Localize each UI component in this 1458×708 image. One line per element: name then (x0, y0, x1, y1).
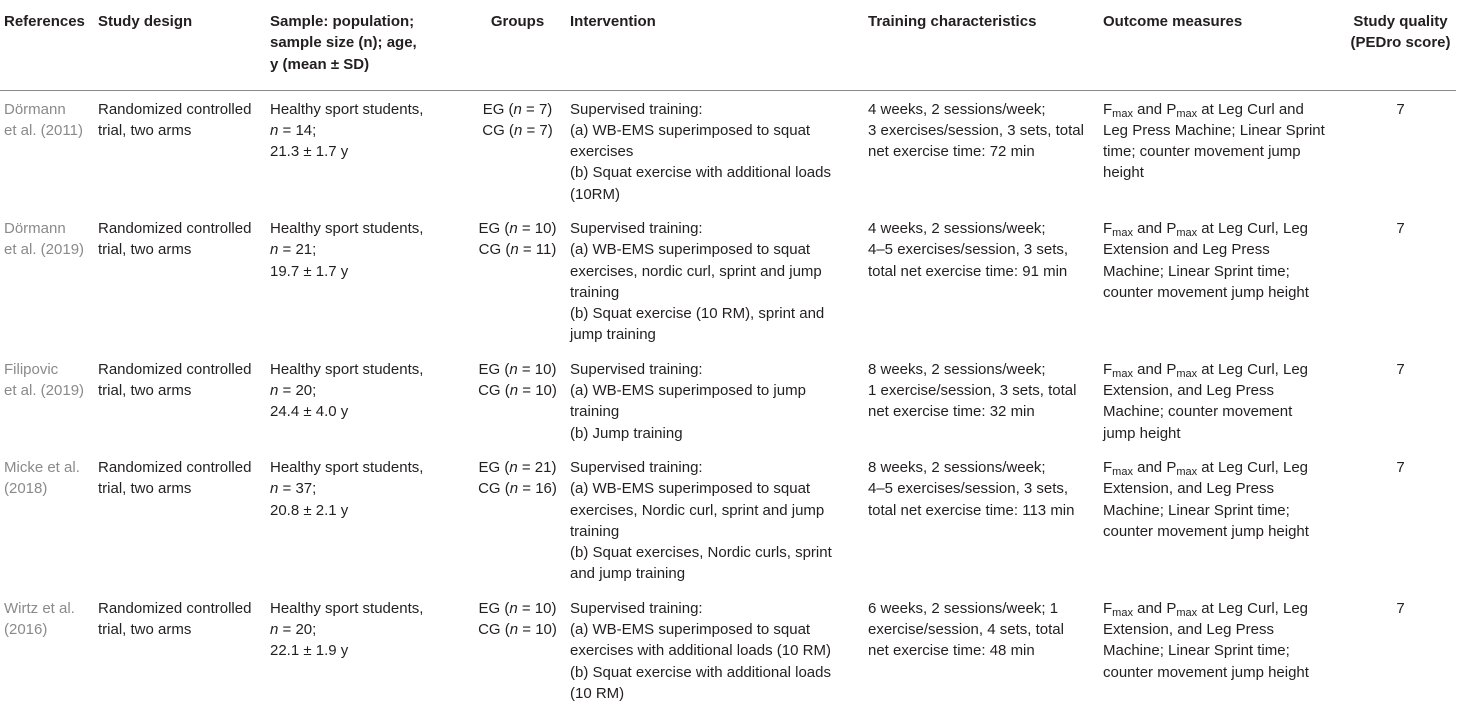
cell-intervention-line: exercises, nordic curl, sprint and jump (570, 262, 822, 280)
cell-training-line: 4 weeks, 2 sessions/week; (868, 219, 1046, 237)
cell-groups-line: EG (n = 7) (482, 100, 553, 118)
cell-quality: 7 (1396, 360, 1405, 378)
table-row (0, 350, 1456, 448)
cell-groups (465, 448, 570, 589)
cell-training-line: 8 weeks, 2 sessions/week; (868, 458, 1046, 476)
cell-study-design-line: Randomized controlled (98, 360, 252, 378)
cell-intervention-line: and jump training (570, 565, 686, 583)
cell-study-design (98, 350, 270, 448)
cell-study-design-line: trial, two arms (98, 621, 192, 639)
cell-training (868, 589, 1103, 708)
cell-outcome-line: Leg Press Machine; Linear Sprint (1103, 121, 1325, 139)
cell-reference-line: Dörmann (4, 219, 66, 237)
header-study-design: Study design (98, 0, 270, 90)
cell-intervention-line: (a) WB-EMS superimposed to squat (570, 480, 811, 498)
cell-sample-line: 21.3 ± 1.7 y (270, 143, 349, 161)
cell-outcome-line: $F_{max}$ and $P_{max}$ at Leg Curl, Leg (1103, 360, 1309, 380)
cell-study-design-line: Randomized controlled (98, 219, 252, 237)
cell-intervention-line: (b) Squat exercise (10 RM), sprint and (570, 305, 825, 323)
cell-outcome-line: $F_{max}$ and $P_{max}$ at Leg Curl, Leg (1103, 219, 1309, 239)
cell-reference (0, 448, 98, 589)
cell-sample (270, 209, 465, 350)
cell-outcome-line: counter movement jump height (1103, 663, 1309, 681)
cell-intervention-line: (b) Jump training (570, 424, 683, 442)
cell-training-line: 6 weeks, 2 sessions/week; 1 (868, 599, 1059, 617)
cell-groups (465, 209, 570, 350)
cell-training (868, 90, 1103, 209)
cell-reference (0, 209, 98, 350)
table-row (0, 209, 1456, 350)
header-intervention: Intervention (570, 0, 868, 90)
table-row (0, 589, 1456, 708)
cell-outcome-line: height (1103, 164, 1144, 182)
cell-intervention-line: Supervised training: (570, 458, 703, 476)
cell-intervention-line: exercises (570, 143, 634, 161)
cell-study-design (98, 209, 270, 350)
cell-outcome-line: counter movement jump height (1103, 522, 1309, 540)
cell-intervention-line: (a) WB-EMS superimposed to jump (570, 382, 806, 400)
cell-sample-line: n = 20; (270, 382, 317, 400)
cell-intervention-line: Supervised training: (570, 100, 703, 118)
cell-reference (0, 350, 98, 448)
cell-intervention-line: (b) Squat exercise with additional loads (570, 164, 831, 182)
cell-intervention-line: training (570, 522, 620, 540)
cell-sample-line: Healthy sport students, (270, 100, 424, 118)
cell-sample-line: Healthy sport students, (270, 219, 424, 237)
cell-intervention-line: Supervised training: (570, 219, 703, 237)
cell-outcome (1103, 448, 1345, 589)
cell-outcome-line: Machine; Linear Sprint time; (1103, 501, 1290, 519)
cell-outcome (1103, 350, 1345, 448)
cell-sample (270, 90, 465, 209)
cell-outcome-line: $F_{max}$ and $P_{max}$ at Leg Curl, Leg (1103, 599, 1309, 619)
cell-reference-line: et al. (2011) (4, 121, 83, 139)
cell-intervention-line: (b) Squat exercises, Nordic curls, sprint (570, 544, 832, 562)
cell-sample-line: 20.8 ± 2.1 y (270, 501, 349, 519)
cell-intervention-line: exercises, Nordic curl, sprint and jump (570, 501, 825, 519)
cell-intervention-line: (a) WB-EMS superimposed to squat (570, 121, 811, 139)
cell-training-line: 3 exercises/session, 3 sets, total (868, 121, 1084, 139)
cell-outcome-line: counter movement jump height (1103, 283, 1309, 301)
cell-intervention-line: (a) WB-EMS superimposed to squat (570, 621, 811, 639)
header-references: References (0, 0, 98, 90)
cell-reference-line: et al. (2019) (4, 382, 85, 400)
header-groups: Groups (465, 0, 570, 90)
cell-quality: 7 (1396, 599, 1405, 617)
cell-training-line: 4–5 exercises/session, 3 sets, (868, 480, 1069, 498)
cell-training (868, 448, 1103, 589)
cell-outcome (1103, 209, 1345, 350)
cell-outcome-line: Machine; Linear Sprint time; (1103, 262, 1290, 280)
cell-reference-line: (2016) (4, 621, 48, 639)
cell-quality: 7 (1396, 100, 1405, 118)
cell-study-design-line: trial, two arms (98, 241, 192, 259)
cell-groups (465, 350, 570, 448)
cell-intervention-line: jump training (570, 326, 656, 344)
cell-sample-line: n = 37; (270, 480, 317, 498)
cell-intervention-line: Supervised training: (570, 360, 703, 378)
header-sample: Sample: population; sample size (n); age, y (mean ± SD) (270, 0, 465, 90)
cell-groups-line: EG (n = 10) (478, 360, 557, 378)
cell-reference-line: Filipovic (4, 360, 59, 378)
cell-intervention-line: training (570, 403, 620, 421)
cell-intervention-line: (10RM) (570, 185, 621, 203)
cell-training (868, 350, 1103, 448)
cell-training-line: 1 exercise/session, 3 sets, total (868, 382, 1077, 400)
header-training-characteristics: Training characteristics (868, 0, 1103, 90)
cell-outcome-line: $F_{max}$ and $P_{max}$ at Leg Curl and (1103, 100, 1304, 120)
cell-intervention (570, 589, 868, 708)
cell-groups-line: CG (n = 7) (482, 121, 553, 139)
cell-reference (0, 589, 98, 708)
cell-sample-line: 24.4 ± 4.0 y (270, 403, 349, 421)
cell-training-line: 4 weeks, 2 sessions/week; (868, 100, 1046, 118)
cell-sample-line: 19.7 ± 1.7 y (270, 262, 349, 280)
header-study-quality: Study quality (PEDro score) (1345, 0, 1456, 90)
cell-intervention-line: (b) Squat exercise with additional loads (570, 663, 831, 681)
cell-outcome-line: Extension, and Leg Press (1103, 480, 1274, 498)
cell-training-line: total net exercise time: 91 min (868, 262, 1068, 280)
cell-intervention-line: Supervised training: (570, 599, 703, 617)
cell-intervention-line: (10 RM) (570, 684, 625, 702)
cell-reference-line: (2018) (4, 480, 48, 498)
cell-study-design-line: Randomized controlled (98, 458, 252, 476)
cell-study-design-line: Randomized controlled (98, 100, 252, 118)
cell-sample-line: n = 20; (270, 621, 317, 639)
cell-study-design-line: Randomized controlled (98, 599, 252, 617)
cell-training-line: net exercise time: 48 min (868, 642, 1035, 660)
table-row (0, 90, 1456, 209)
table-row (0, 448, 1456, 589)
cell-quality: 7 (1396, 458, 1405, 476)
cell-study-design (98, 448, 270, 589)
cell-intervention (570, 90, 868, 209)
cell-groups-line: CG (n = 10) (478, 621, 557, 639)
cell-training-line: net exercise time: 32 min (868, 403, 1035, 421)
cell-reference (0, 90, 98, 209)
cell-sample-line: n = 14; (270, 121, 317, 139)
cell-outcome-line: time; counter movement jump (1103, 143, 1301, 161)
cell-outcome-line: Extension, and Leg Press (1103, 382, 1274, 400)
cell-groups-line: EG (n = 21) (478, 458, 557, 476)
cell-study-design-line: trial, two arms (98, 382, 192, 400)
cell-intervention (570, 448, 868, 589)
cell-study-design-line: trial, two arms (98, 121, 192, 139)
cell-outcome-line: jump height (1103, 424, 1181, 442)
cell-intervention-line: training (570, 283, 620, 301)
cell-training-line: net exercise time: 72 min (868, 143, 1035, 161)
cell-intervention-line: (a) WB-EMS superimposed to squat (570, 241, 811, 259)
cell-outcome-line: Extension, and Leg Press (1103, 621, 1274, 639)
cell-sample-line: Healthy sport students, (270, 360, 424, 378)
cell-study-design-line: trial, two arms (98, 480, 192, 498)
cell-groups-line: CG (n = 11) (478, 241, 557, 259)
cell-reference-line: et al. (2019) (4, 241, 85, 259)
cell-outcome-line: Machine; Linear Sprint time; (1103, 642, 1290, 660)
cell-outcome (1103, 589, 1345, 708)
cell-training (868, 209, 1103, 350)
cell-sample (270, 589, 465, 708)
cell-reference-line: Micke et al. (4, 458, 80, 476)
cell-outcome-line: Extension and Leg Press (1103, 241, 1270, 259)
cell-groups-line: CG (n = 10) (478, 382, 557, 400)
cell-intervention-line: exercises with additional loads (10 RM) (570, 642, 831, 660)
cell-training-line: 4–5 exercises/session, 3 sets, (868, 241, 1069, 259)
cell-reference-line: Wirtz et al. (4, 599, 75, 617)
cell-groups-line: EG (n = 10) (478, 599, 557, 617)
cell-groups-line: EG (n = 10) (478, 219, 557, 237)
cell-outcome (1103, 90, 1345, 209)
cell-study-design (98, 90, 270, 209)
cell-quality: 7 (1396, 219, 1405, 237)
cell-sample (270, 350, 465, 448)
cell-reference-line: Dörmann (4, 100, 66, 118)
cell-sample-line: 22.1 ± 1.9 y (270, 642, 349, 660)
cell-intervention (570, 209, 868, 350)
cell-sample-line: Healthy sport students, (270, 599, 424, 617)
cell-training-line: 8 weeks, 2 sessions/week; (868, 360, 1046, 378)
cell-study-design (98, 589, 270, 708)
cell-sample-line: n = 21; (270, 241, 317, 259)
cell-intervention (570, 350, 868, 448)
cell-sample (270, 448, 465, 589)
cell-groups (465, 90, 570, 209)
cell-training-line: exercise/session, 4 sets, total (868, 621, 1064, 639)
cell-groups-line: CG (n = 16) (478, 480, 557, 498)
header-row (0, 0, 1456, 90)
header-outcome-measures: Outcome measures (1103, 0, 1345, 90)
cell-sample-line: Healthy sport students, (270, 458, 424, 476)
cell-groups (465, 589, 570, 708)
cell-outcome-line: $F_{max}$ and $P_{max}$ at Leg Curl, Leg (1103, 458, 1309, 478)
cell-outcome-line: Machine; counter movement (1103, 403, 1293, 421)
cell-training-line: total net exercise time: 113 min (868, 501, 1075, 519)
